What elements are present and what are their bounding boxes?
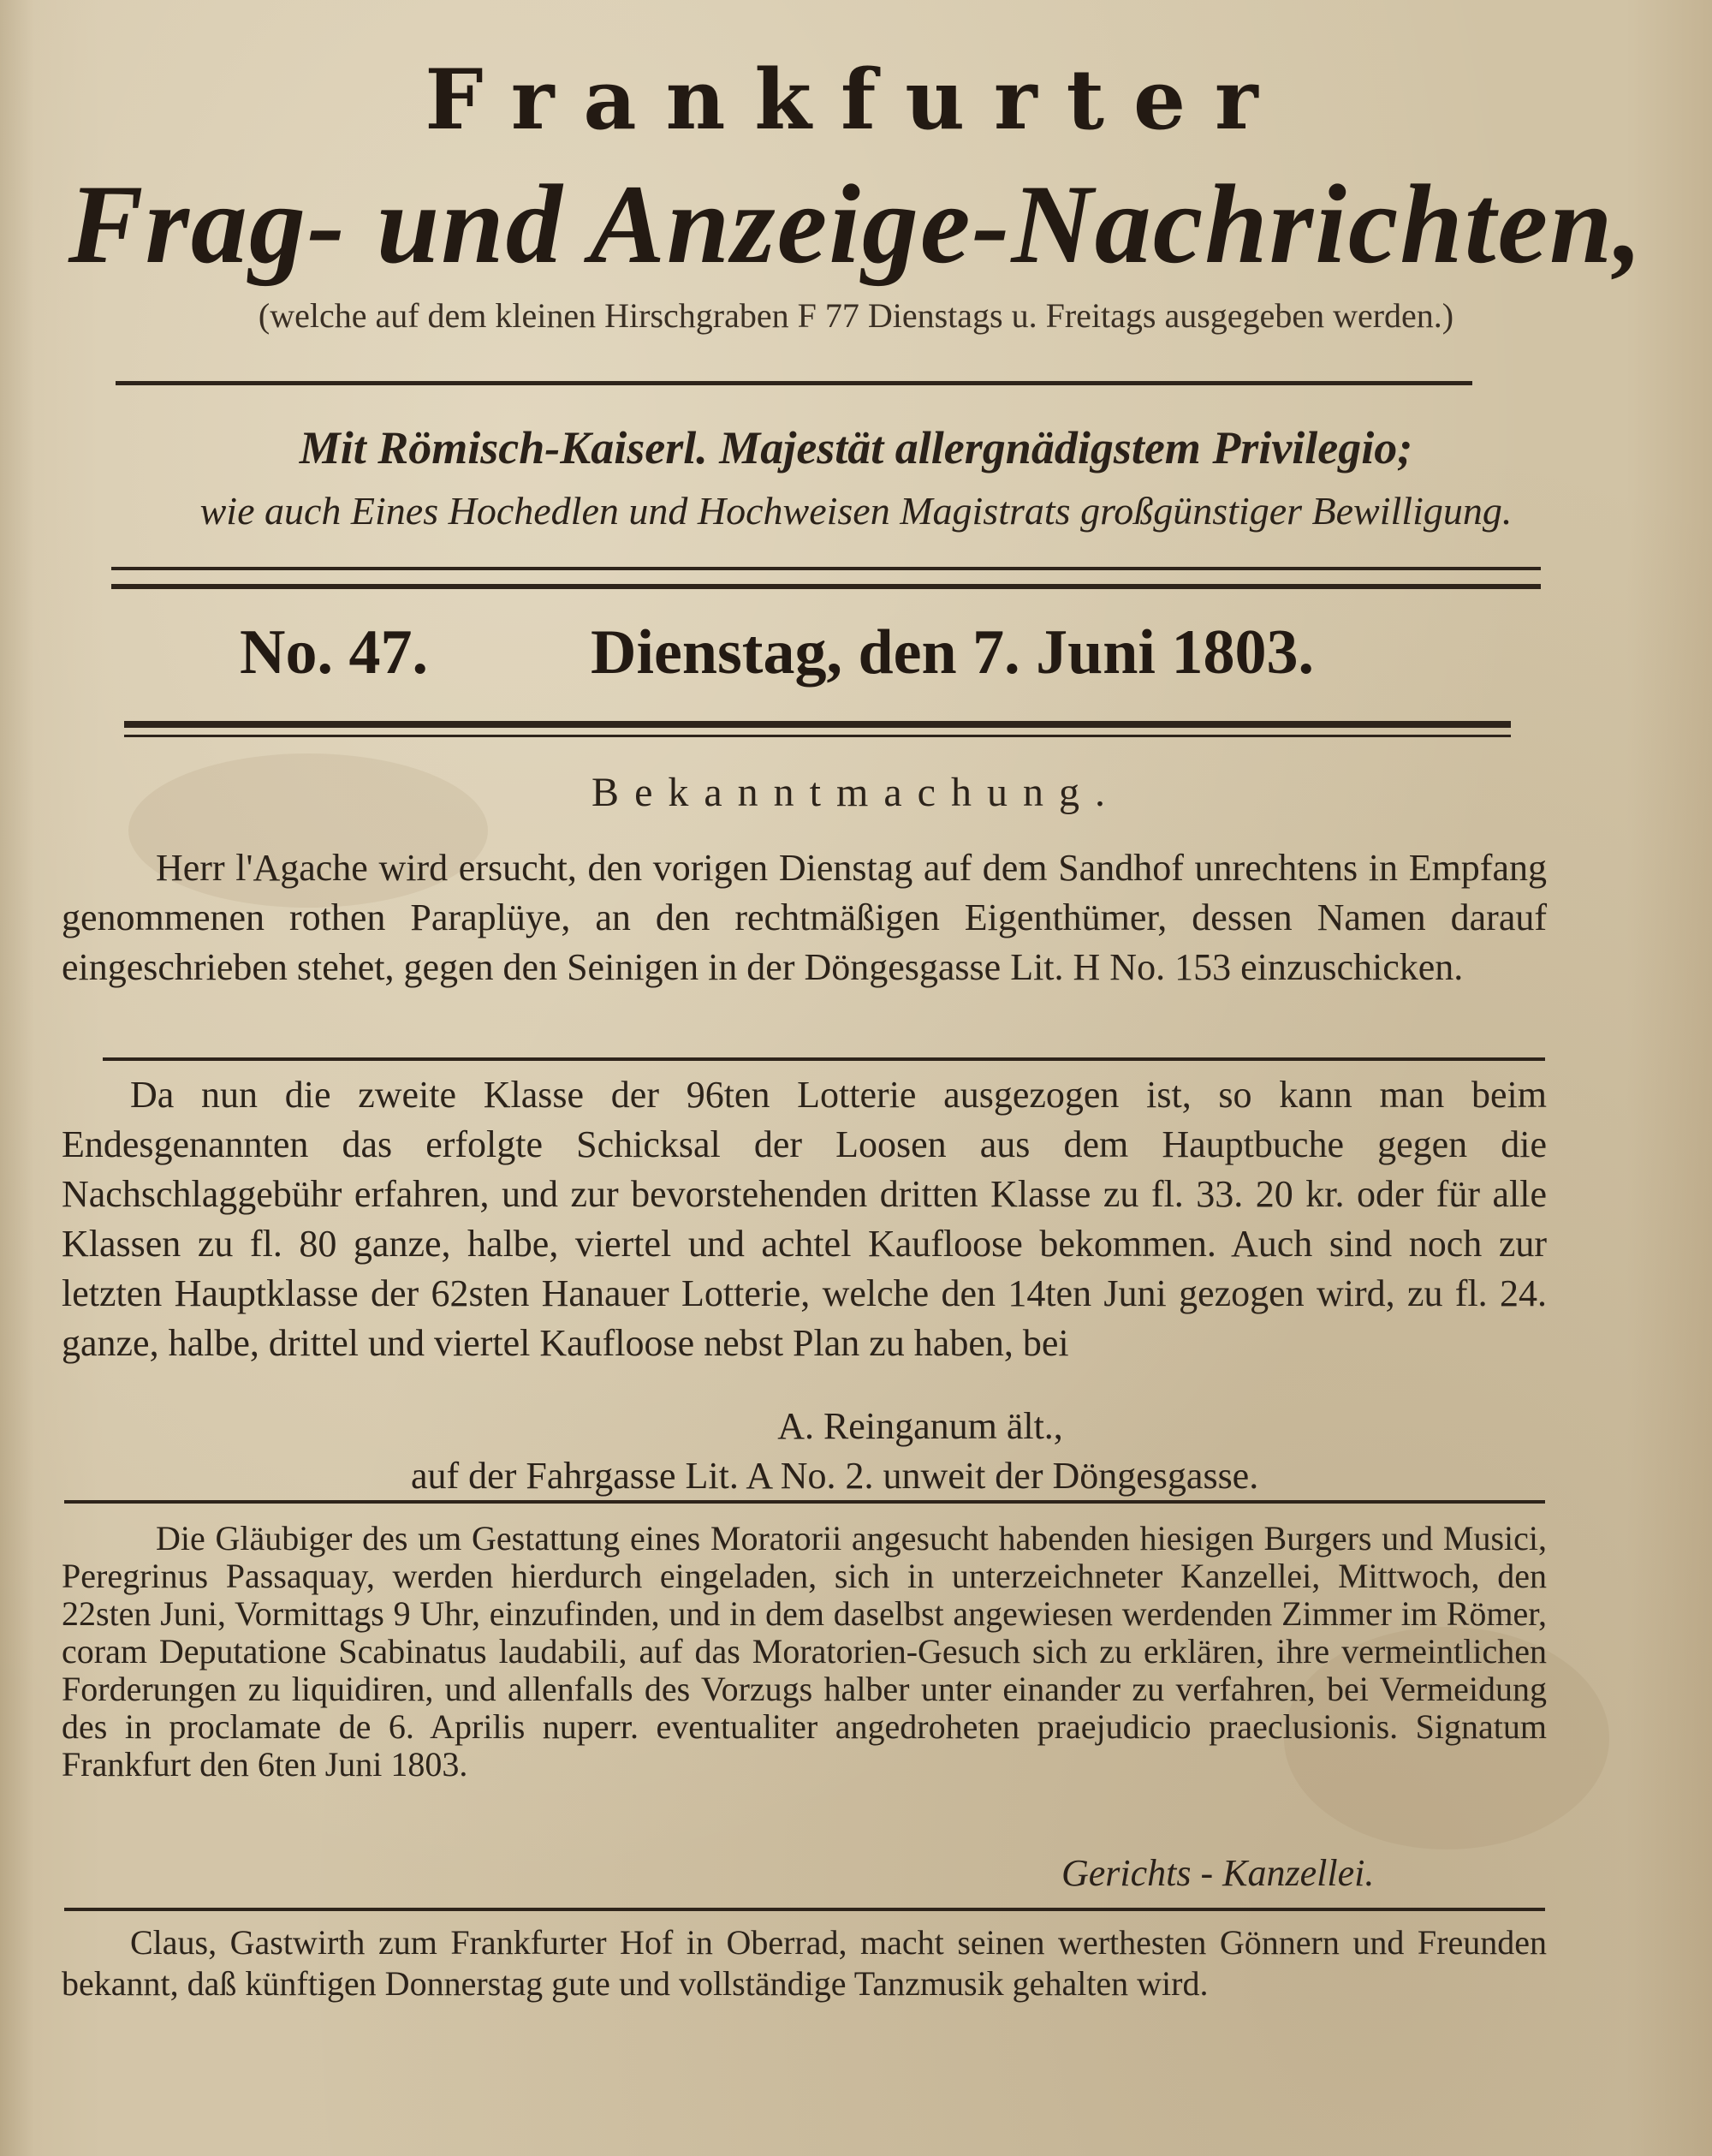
privilege-line1: Mit Römisch-Kaiserl. Majestät allergnädigstem Privilegio; <box>299 422 1413 473</box>
masthead-title-line2: Frag- und Anzeige-Nachrichten, <box>68 161 1644 287</box>
issue-number: No. 47. <box>240 617 428 688</box>
divider-rule <box>103 1057 1545 1061</box>
creditors-signature: Gerichts - Kanzellei. <box>1061 1852 1375 1894</box>
lottery-signature-name: A. Reinganum ält., <box>777 1405 1063 1447</box>
announcement-lottery: Da nun die zweite Klasse der 96ten Lotterie ausgezogen ist, so kann man beim Endesgenannten das erfolgte Schicksal der Loosen aus dem Hauptbuche gegen die Nachschlaggebühr erfahren, und zur bevorstehenden dritten Klasse zu fl. 33. 20 kr. oder für alle Klassen zu fl. 80 ganze, halbe, viertel und achtel Kaufloose bekommen. Auch sind noch zur letzten Hauptklasse der 62sten Hanauer Lotterie, welche den 14ten Juni gezogen wird, zu fl. 24. ganze, halbe, drittel und viertel Kaufloose nebst Plan zu haben, bei <box>62 1074 1547 1364</box>
divider-rule <box>64 1500 1545 1504</box>
announcement-dance-music: Claus, Gastwirth zum Frankfurter Hof in Oberrad, macht seinen werthesten Gönnern und Freunden bekannt, daß künftigen Donnerstag gute und vollständige Tanzmusik gehalten wird. <box>62 1923 1547 2003</box>
privilege-line2: wie auch Eines Hochedlen und Hochweisen Magistrats großgünstiger Bewilligung. <box>199 489 1513 533</box>
masthead-title-line1: Frankfurter <box>425 51 1287 148</box>
masthead-subtitle: (welche auf dem kleinen Hirschgraben F 77 Dienstags u. Freitags ausgegeben werden.) <box>258 296 1454 335</box>
divider-rule <box>116 381 1472 385</box>
divider-rule <box>111 567 1541 570</box>
divider-rule <box>64 1908 1545 1911</box>
announcement-heading: Bekanntmachung. <box>591 770 1121 815</box>
lottery-signature-address: auf der Fahrgasse Lit. A No. 2. unweit der Döngesgasse. <box>411 1455 1259 1497</box>
issue-date: Dienstag, den 7. Juni 1803. <box>591 617 1314 688</box>
announcement-umbrella: Herr l'Agache wird ersucht, den vorigen Dienstag auf dem Sandhof unrechtens in Empfang genommenen rothen Paraplüye, an den rechtmäßigen Eigenthümer, dessen Namen darauf eingeschrieben stehet, gegen den Seinigen in der Döngesgasse Lit. H No. 153 einzuschicken. <box>62 847 1547 988</box>
issue-line <box>0 616 1712 694</box>
divider-rule <box>111 584 1541 589</box>
divider-rule <box>124 721 1511 728</box>
divider-rule <box>124 735 1511 737</box>
announcement-creditors: Die Gläubiger des um Gestattung eines Moratorii angesucht habenden hiesigen Burgers und Musici, Peregrinus Passaquay, werden hierdurch eingeladen, sich in unterzeichneter Kanzellei, Mittwoch, den 22sten Juni, Vormittags 9 Uhr, einzufinden, und in dem daselbst angewiesen werdenden Zimmer im Römer, coram Deputatione Scabinatus laudabili, auf das Moratorien-Gesuch sich zu erklären, ihre vermeintlichen Forderungen zu liquidiren, und allenfalls des Vorzugs halber unter einander zu verfahren, bei Vermeidung des in proclamate de 6. Aprilis nuperr. eventualiter angedroheten praejudicio praeclusionis. Signatum Frankfurt den 6ten Juni 1803. <box>62 1519 1547 1784</box>
